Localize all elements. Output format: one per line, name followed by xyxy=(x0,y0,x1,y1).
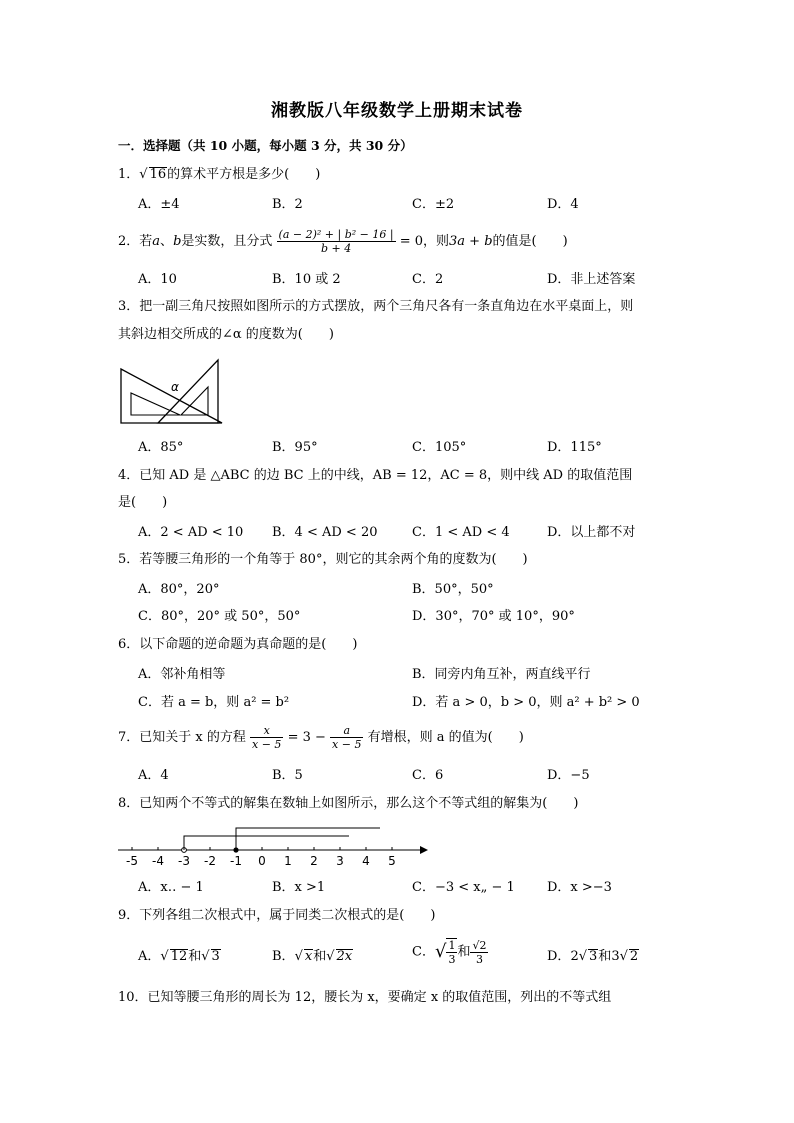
q3-option-a[interactable]: A．85° xyxy=(138,440,184,455)
question-4-line-2: 是( ) xyxy=(118,495,168,510)
q4-option-a[interactable]: A．2 < AD < 10 xyxy=(138,525,244,540)
q4-option-c[interactable]: C．1 < AD < 4 xyxy=(412,525,510,540)
q5-option-c[interactable]: C．80°，20° 或 50°，50° xyxy=(138,609,301,624)
fraction: $\frac{x}{x - 5}$ xyxy=(252,724,282,751)
question-2: 2．若a、b是实数，且分式 $\frac{\text{(a − 2)² + | b² − 16 |}}{b + 4}$ = 0，则3a + b的值是( ) xyxy=(118,228,568,255)
triangle-ruler-right xyxy=(158,360,218,423)
sqrt-expression: 16 xyxy=(149,167,167,182)
q9-option-d[interactable]: D．2√ 3和3√ 2 xyxy=(547,949,639,964)
alpha-label: α xyxy=(171,380,179,394)
axis-tick-label: 1 xyxy=(284,854,292,868)
solution-set-from-minus-3 xyxy=(184,836,349,850)
question-3-line-2: 其斜边相交所成的∠α 的度数为( ) xyxy=(118,327,334,342)
q7-option-a[interactable]: A．4 xyxy=(138,768,169,783)
set-square-figure xyxy=(118,355,228,427)
question-3-line-1: 3．把一副三角尺按照如图所示的方式摆放，两个三角尺各有一条直角边在水平桌面上，则 xyxy=(118,299,634,314)
q5-option-a[interactable]: A．80°，20° xyxy=(138,582,220,597)
axis-tick-label: 4 xyxy=(362,854,370,868)
q6-option-a[interactable]: A．邻补角相等 xyxy=(138,667,226,682)
q7-option-c[interactable]: C．6 xyxy=(412,768,444,783)
q8-option-d[interactable]: D．x >−3 xyxy=(547,880,612,895)
q6-option-c[interactable]: C．若 a = b，则 a² = b² xyxy=(138,695,290,710)
q4-option-b[interactable]: B．4 < AD < 20 xyxy=(272,525,378,540)
question-5: 5．若等腰三角形的一个角等于 80°，则它的其余两个角的度数为( ) xyxy=(118,552,528,567)
axis-tick-label: -3 xyxy=(178,854,190,868)
q9-option-a[interactable]: A．√ 12和√ 3 xyxy=(138,949,220,964)
q2-option-a[interactable]: A．10 xyxy=(138,272,177,287)
fraction: $\frac{\text{(a − 2)² + | b² − 16 |}}{b + 4}$ xyxy=(278,228,394,255)
solution-set-from-minus-1 xyxy=(236,828,380,850)
axis-tick-label: 2 xyxy=(310,854,318,868)
q8-option-b[interactable]: B．x >1 xyxy=(272,880,326,895)
question-6: 6．以下命题的逆命题为真命题的是( ) xyxy=(118,637,358,652)
q6-option-b[interactable]: B．同旁内角互补，两直线平行 xyxy=(412,667,591,682)
axis-tick-label: 5 xyxy=(388,854,396,868)
question-8: 8．已知两个不等式的解集在数轴上如图所示，那么这个不等式组的解集为( ) xyxy=(118,796,579,811)
axis-tick-label: -1 xyxy=(230,854,242,868)
q5-option-d[interactable]: D．30°，70° 或 10°，90° xyxy=(412,609,575,624)
q2-option-b[interactable]: B．10 或 2 xyxy=(272,272,341,287)
q5-option-b[interactable]: B．50°，50° xyxy=(412,582,494,597)
q7-option-d[interactable]: D．−5 xyxy=(547,768,590,783)
q8-option-c[interactable]: C．−3 < x„ − 1 xyxy=(412,880,515,895)
question-4-line-1: 4．已知 AD 是 △ABC 的边 BC 上的中线，AB = 12，AC = 8，则中线 AD 的取值范围 xyxy=(118,468,633,483)
section-heading: 一．选择题（共 10 小题，每小题 3 分，共 30 分） xyxy=(118,138,413,153)
triangle-ruler-right-inner xyxy=(181,387,208,415)
axis-tick-label: -5 xyxy=(126,854,138,868)
q2-option-c[interactable]: C．2 xyxy=(412,272,444,287)
q1-option-a[interactable]: A．±4 xyxy=(138,197,180,212)
q8-option-a[interactable]: A．x‥ − 1 xyxy=(138,880,204,895)
axis-tick-label: 3 xyxy=(336,854,344,868)
q2-option-d[interactable]: D．非上述答案 xyxy=(547,272,636,287)
q6-option-d[interactable]: D．若 a > 0，b > 0，则 a² + b² > 0 xyxy=(412,695,640,710)
q9-option-b[interactable]: B．√ x和√ 2x xyxy=(272,949,353,964)
number-line-figure xyxy=(114,822,430,868)
question-10: 10．已知等腰三角形的周长为 12，腰长为 x，要确定 x 的取值范围，列出的不等式组 xyxy=(118,990,612,1005)
q1-option-d[interactable]: D．4 xyxy=(547,197,579,212)
axis-tick-label: 0 xyxy=(258,854,266,868)
q3-option-d[interactable]: D．115° xyxy=(547,440,602,455)
axis-tick-label: -4 xyxy=(152,854,164,868)
question-1: 1．√ 16的算术平方根是多少( ) xyxy=(118,167,321,182)
question-9: 9．下列各组二次根式中，属于同类二次根式的是( ) xyxy=(118,908,436,923)
fraction: $\frac{a}{x - 5}$ xyxy=(332,724,362,751)
q1-option-c[interactable]: C．±2 xyxy=(412,197,455,212)
page-title: 湘教版八年级数学上册期末试卷 xyxy=(271,101,523,121)
q9-option-c[interactable]: C．√ $\frac{1}{3}$ 和 $\frac{√2}{3}$ xyxy=(412,938,487,966)
q4-option-d[interactable]: D．以上都不对 xyxy=(547,525,636,540)
question-7: 7．已知关于 x 的方程 $\frac{x}{x - 5}$ = 3 − $\frac{a}{x - 5}$ 有增根，则 a 的值为( ) xyxy=(118,724,524,751)
axis-tick-label: -2 xyxy=(204,854,216,868)
q7-option-b[interactable]: B．5 xyxy=(272,768,303,783)
axis-arrow xyxy=(420,846,428,854)
q3-option-b[interactable]: B．95° xyxy=(272,440,318,455)
q3-option-c[interactable]: C．105° xyxy=(412,440,467,455)
q1-option-b[interactable]: B．2 xyxy=(272,197,303,212)
